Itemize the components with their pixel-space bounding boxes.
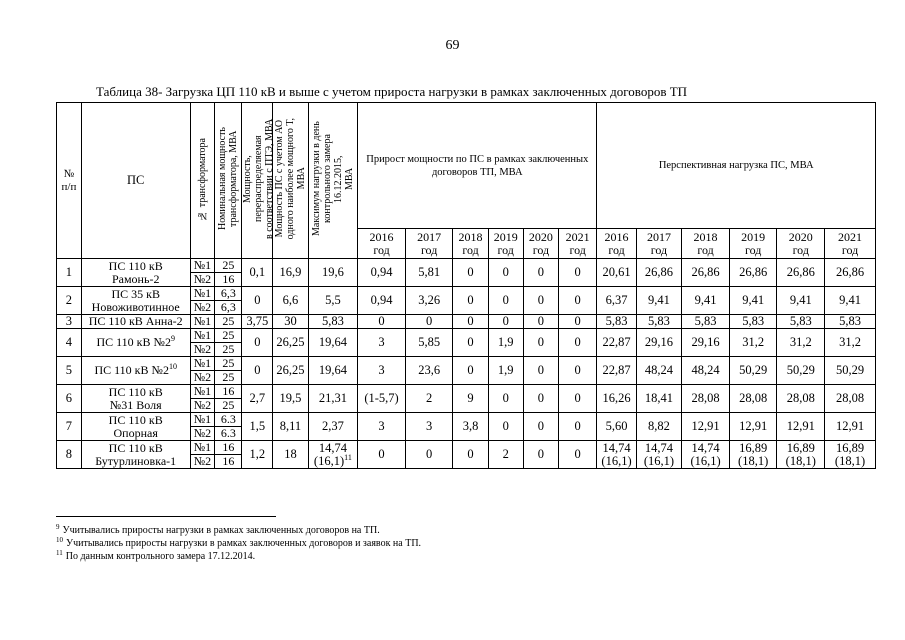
growth-value: 0 bbox=[453, 259, 488, 287]
perspective-value: 14,74 (16,1) bbox=[682, 441, 730, 469]
table-row bbox=[57, 287, 876, 301]
perspective-value: 26,86 bbox=[777, 259, 825, 287]
year-header-growth-0: 2016 год bbox=[358, 229, 406, 259]
year-header-persp-4: 2020 год bbox=[777, 229, 825, 259]
table-row bbox=[57, 441, 876, 455]
footnote-mark: 10 bbox=[168, 362, 177, 371]
growth-value: 2 bbox=[405, 385, 453, 413]
nominal-power: 16 bbox=[215, 273, 242, 287]
perspective-value: 5,83 bbox=[597, 315, 636, 329]
header-max-load: Максимум нагрузки в день контрольного замера 16.12.2015, МВА bbox=[308, 103, 358, 259]
substation-name bbox=[81, 357, 190, 385]
growth-value: 0 bbox=[453, 329, 488, 357]
substation-name bbox=[81, 441, 190, 469]
header-num: № п/п bbox=[57, 103, 82, 259]
growth-value: 3,26 bbox=[405, 287, 453, 315]
nominal-power: 6.3 bbox=[215, 413, 242, 427]
substation-name bbox=[81, 315, 190, 329]
redistributed-power: 2,7 bbox=[242, 385, 273, 413]
transformer-num: №2 bbox=[190, 455, 215, 469]
year-header-growth-4: 2020 год bbox=[523, 229, 558, 259]
growth-value: 0 bbox=[358, 315, 406, 329]
redistributed-power: 0 bbox=[242, 329, 273, 357]
max-load bbox=[308, 315, 358, 329]
max-load bbox=[308, 413, 358, 441]
substation-name-text: ПС 110 кВ Анна-2 bbox=[88, 314, 183, 328]
perspective-value: 9,41 bbox=[825, 287, 876, 315]
nominal-power: 25 bbox=[215, 371, 242, 385]
redistributed-power: 1,5 bbox=[242, 413, 273, 441]
table-caption: Таблица 38- Загрузка ЦП 110 кВ и выше с учетом прироста нагрузки в рамках заключенных договоров ТП bbox=[96, 84, 688, 99]
footnote-mark: 11 bbox=[56, 548, 63, 557]
growth-value: 0 bbox=[488, 385, 523, 413]
table-row bbox=[57, 357, 876, 371]
redistributed-power: 0 bbox=[242, 357, 273, 385]
perspective-value: 16,26 bbox=[597, 385, 636, 413]
footnote-text: По данным контрольного замера 17.12.2014. bbox=[65, 551, 256, 562]
perspective-value: 16,89 (18,1) bbox=[729, 441, 777, 469]
perspective-value: 5,83 bbox=[729, 315, 777, 329]
perspective-value: 16,89 (18,1) bbox=[777, 441, 825, 469]
substation-name-text: ПС 110 кВ №2 bbox=[96, 335, 171, 349]
header-nominal: Номинальная мощность трансформатора, МВА bbox=[215, 103, 242, 259]
substation-name-text: ПС 35 кВ Новоживотинное bbox=[91, 286, 180, 314]
perspective-value: 5,83 bbox=[682, 315, 730, 329]
perspective-value: 5,60 bbox=[597, 413, 636, 441]
growth-value: 0 bbox=[523, 259, 558, 287]
substation-name bbox=[81, 287, 190, 315]
growth-value: 3,8 bbox=[453, 413, 488, 441]
growth-value: 5,85 bbox=[405, 329, 453, 357]
footnote-item bbox=[56, 550, 421, 563]
year-header-persp-2: 2018 год bbox=[682, 229, 730, 259]
footnote-text: Учитывались приросты нагрузки в рамках заключенных договоров на ТП. bbox=[62, 525, 380, 536]
growth-value: 0 bbox=[523, 287, 558, 315]
row-num: 5 bbox=[57, 357, 82, 385]
perspective-value: 29,16 bbox=[636, 329, 682, 357]
transformer-num: №1 bbox=[190, 357, 215, 371]
page-number: 69 bbox=[445, 38, 460, 53]
perspective-value: 8,82 bbox=[636, 413, 682, 441]
perspective-value: 22,87 bbox=[597, 357, 636, 385]
table-row bbox=[57, 329, 876, 343]
growth-value: 0 bbox=[405, 315, 453, 329]
perspective-value: 18,41 bbox=[636, 385, 682, 413]
perspective-value: 9,41 bbox=[682, 287, 730, 315]
substation-name bbox=[81, 385, 190, 413]
year-header-persp-1: 2017 год bbox=[636, 229, 682, 259]
perspective-value: 16,89 (18,1) bbox=[825, 441, 876, 469]
year-header-growth-5: 2021 год bbox=[559, 229, 597, 259]
perspective-value: 31,2 bbox=[825, 329, 876, 357]
perspective-value: 29,16 bbox=[682, 329, 730, 357]
max-load bbox=[308, 287, 358, 315]
perspective-value: 28,08 bbox=[777, 385, 825, 413]
max-load bbox=[308, 385, 358, 413]
table-row bbox=[57, 259, 876, 273]
perspective-value: 28,08 bbox=[682, 385, 730, 413]
growth-value: 0 bbox=[488, 259, 523, 287]
footnotes bbox=[56, 524, 421, 563]
growth-value: 3 bbox=[358, 329, 406, 357]
header-power-ps: Мощность ПС с учетом АО одного наиболее мощного Т, МВА bbox=[273, 103, 308, 259]
redistributed-power: 0,1 bbox=[242, 259, 273, 287]
year-header-growth-2: 2018 год bbox=[453, 229, 488, 259]
row-num: 2 bbox=[57, 287, 82, 315]
transformer-num: №2 bbox=[190, 427, 215, 441]
max-load bbox=[308, 441, 358, 469]
growth-value: 0 bbox=[453, 287, 488, 315]
perspective-value: 20,61 bbox=[597, 259, 636, 287]
growth-value: 0,94 bbox=[358, 287, 406, 315]
perspective-value: 9,41 bbox=[729, 287, 777, 315]
perspective-value: 26,86 bbox=[682, 259, 730, 287]
nominal-power: 25 bbox=[215, 343, 242, 357]
growth-value: 0 bbox=[523, 441, 558, 469]
substation-name-text: ПС 110 кВ Бутурлиновка-1 bbox=[95, 440, 177, 468]
growth-value: 0 bbox=[523, 413, 558, 441]
max-load bbox=[308, 357, 358, 385]
nominal-power: 6,3 bbox=[215, 301, 242, 315]
perspective-value: 26,86 bbox=[825, 259, 876, 287]
growth-value: 0 bbox=[488, 413, 523, 441]
nominal-power: 25 bbox=[215, 329, 242, 343]
footnote-mark: 9 bbox=[56, 522, 60, 531]
ps-power: 16,9 bbox=[273, 259, 308, 287]
growth-value: 0 bbox=[523, 329, 558, 357]
substation-name-text: ПС 110 кВ №31 Воля bbox=[108, 384, 163, 412]
transformer-num: №1 bbox=[190, 329, 215, 343]
ps-power: 19,5 bbox=[273, 385, 308, 413]
footnote-mark: 11 bbox=[344, 452, 352, 462]
growth-value: 0 bbox=[559, 259, 597, 287]
year-header-persp-5: 2021 год bbox=[825, 229, 876, 259]
redistributed-power: 0 bbox=[242, 287, 273, 315]
redistributed-power: 1,2 bbox=[242, 441, 273, 469]
growth-value: 1,9 bbox=[488, 357, 523, 385]
substation-name bbox=[81, 329, 190, 357]
substation-name bbox=[81, 259, 190, 287]
transformer-num: №2 bbox=[190, 273, 215, 287]
perspective-value: 9,41 bbox=[777, 287, 825, 315]
growth-value: 0 bbox=[559, 413, 597, 441]
header-redistributed: Мощность, перераспределяемая в соответствии с ПТЭ, МВА bbox=[242, 103, 273, 259]
ps-power: 30 bbox=[273, 315, 308, 329]
transformer-num: №1 bbox=[190, 259, 215, 273]
max-load-text: 14,74 (16,1) bbox=[313, 440, 347, 468]
max-load-text: 21,31 bbox=[318, 391, 347, 405]
footnote-mark: 9 bbox=[170, 334, 175, 343]
growth-value: 0 bbox=[523, 357, 558, 385]
row-num: 3 bbox=[57, 315, 82, 329]
growth-value: 0 bbox=[559, 385, 597, 413]
growth-value: 0 bbox=[559, 329, 597, 357]
transformer-num: №1 bbox=[190, 287, 215, 301]
transformer-num: №2 bbox=[190, 371, 215, 385]
growth-value: 0 bbox=[523, 385, 558, 413]
growth-value: 0,94 bbox=[358, 259, 406, 287]
perspective-value: 12,91 bbox=[729, 413, 777, 441]
growth-value: 0 bbox=[488, 287, 523, 315]
substation-name-text: ПС 110 кВ №2 bbox=[94, 363, 169, 377]
perspective-value: 31,2 bbox=[729, 329, 777, 357]
perspective-value: 12,91 bbox=[682, 413, 730, 441]
header-perspective-group: Перспективная нагрузка ПС, МВА bbox=[597, 103, 876, 229]
perspective-value: 50,29 bbox=[729, 357, 777, 385]
growth-value: 0 bbox=[453, 357, 488, 385]
table-row bbox=[57, 385, 876, 399]
growth-value: 3 bbox=[358, 357, 406, 385]
max-load-text: 5,5 bbox=[325, 293, 341, 307]
growth-value: 0 bbox=[559, 357, 597, 385]
nominal-power: 25 bbox=[215, 357, 242, 371]
growth-value: 0 bbox=[559, 315, 597, 329]
growth-value: 0 bbox=[523, 315, 558, 329]
year-header-persp-0: 2016 год bbox=[597, 229, 636, 259]
max-load-text: 2,37 bbox=[321, 419, 344, 433]
row-num: 8 bbox=[57, 441, 82, 469]
substation-name-text: ПС 110 кВ Рамонь-2 bbox=[108, 258, 163, 286]
perspective-value: 48,24 bbox=[636, 357, 682, 385]
transformer-num: №1 bbox=[190, 441, 215, 455]
row-num: 4 bbox=[57, 329, 82, 357]
nominal-power: 25 bbox=[215, 315, 242, 329]
transformer-num: №2 bbox=[190, 301, 215, 315]
nominal-power: 16 bbox=[215, 455, 242, 469]
footnote-item bbox=[56, 524, 421, 537]
perspective-value: 6,37 bbox=[597, 287, 636, 315]
perspective-value: 5,83 bbox=[777, 315, 825, 329]
growth-value: (1-5,7) bbox=[358, 385, 406, 413]
nominal-power: 16 bbox=[215, 441, 242, 455]
perspective-value: 5,83 bbox=[825, 315, 876, 329]
growth-value: 3 bbox=[358, 413, 406, 441]
transformer-num: №2 bbox=[190, 399, 215, 413]
perspective-value: 26,86 bbox=[729, 259, 777, 287]
nominal-power: 6.3 bbox=[215, 427, 242, 441]
max-load-text: 19,64 bbox=[318, 335, 347, 349]
max-load-text: 5,83 bbox=[321, 314, 344, 328]
perspective-value: 9,41 bbox=[636, 287, 682, 315]
transformer-num: №1 bbox=[190, 385, 215, 399]
transformer-num: №2 bbox=[190, 343, 215, 357]
footnote-item bbox=[56, 537, 421, 550]
perspective-value: 22,87 bbox=[597, 329, 636, 357]
growth-value: 0 bbox=[559, 287, 597, 315]
growth-value: 0 bbox=[488, 315, 523, 329]
header-ps: ПС bbox=[81, 103, 190, 259]
growth-value: 9 bbox=[453, 385, 488, 413]
header-transformer: № трансформатора bbox=[190, 103, 215, 259]
growth-value: 3 bbox=[405, 413, 453, 441]
growth-value: 23,6 bbox=[405, 357, 453, 385]
growth-value: 0 bbox=[358, 441, 406, 469]
footnote-mark: 10 bbox=[56, 535, 63, 544]
growth-value: 2 bbox=[488, 441, 523, 469]
substation-name bbox=[81, 413, 190, 441]
growth-value: 5,81 bbox=[405, 259, 453, 287]
nominal-power: 25 bbox=[215, 399, 242, 413]
growth-value: 0 bbox=[559, 441, 597, 469]
ps-power: 26,25 bbox=[273, 357, 308, 385]
transformer-num: №1 bbox=[190, 413, 215, 427]
perspective-value: 50,29 bbox=[777, 357, 825, 385]
nominal-power: 6,3 bbox=[215, 287, 242, 301]
ps-power: 18 bbox=[273, 441, 308, 469]
growth-value: 0 bbox=[405, 441, 453, 469]
perspective-value: 28,08 bbox=[729, 385, 777, 413]
transformer-num: №1 bbox=[190, 315, 215, 329]
header-growth-group: Прирост мощности по ПС в рамках заключенных договоров ТП, МВА bbox=[358, 103, 597, 229]
perspective-value: 14,74 (16,1) bbox=[636, 441, 682, 469]
max-load-text: 19,6 bbox=[321, 265, 344, 279]
nominal-power: 25 bbox=[215, 259, 242, 273]
growth-value: 0 bbox=[453, 441, 488, 469]
perspective-value: 31,2 bbox=[777, 329, 825, 357]
year-header-growth-1: 2017 год bbox=[405, 229, 453, 259]
perspective-value: 14,74 (16,1) bbox=[597, 441, 636, 469]
year-header-growth-3: 2019 год bbox=[488, 229, 523, 259]
max-load-text: 19,64 bbox=[318, 363, 347, 377]
perspective-value: 26,86 bbox=[636, 259, 682, 287]
ps-power: 26,25 bbox=[273, 329, 308, 357]
footnote-text: Учитывались приросты нагрузки в рамках заключенных договоров и заявок на ТП. bbox=[66, 538, 422, 549]
redistributed-power: 3,75 bbox=[242, 315, 273, 329]
perspective-value: 50,29 bbox=[825, 357, 876, 385]
table-row bbox=[57, 315, 876, 329]
growth-value: 1,9 bbox=[488, 329, 523, 357]
perspective-value: 28,08 bbox=[825, 385, 876, 413]
substation-name-text: ПС 110 кВ Опорная bbox=[108, 412, 163, 440]
perspective-value: 48,24 bbox=[682, 357, 730, 385]
row-num: 6 bbox=[57, 385, 82, 413]
growth-value: 0 bbox=[453, 315, 488, 329]
ps-power: 8,11 bbox=[273, 413, 308, 441]
footnote-divider bbox=[56, 516, 276, 517]
perspective-value: 12,91 bbox=[777, 413, 825, 441]
max-load bbox=[308, 259, 358, 287]
year-header-persp-3: 2019 год bbox=[729, 229, 777, 259]
nominal-power: 16 bbox=[215, 385, 242, 399]
ps-power: 6,6 bbox=[273, 287, 308, 315]
table-row bbox=[57, 413, 876, 427]
perspective-value: 5,83 bbox=[636, 315, 682, 329]
row-num: 7 bbox=[57, 413, 82, 441]
perspective-value: 12,91 bbox=[825, 413, 876, 441]
row-num: 1 bbox=[57, 259, 82, 287]
max-load bbox=[308, 329, 358, 357]
load-table bbox=[56, 102, 876, 469]
